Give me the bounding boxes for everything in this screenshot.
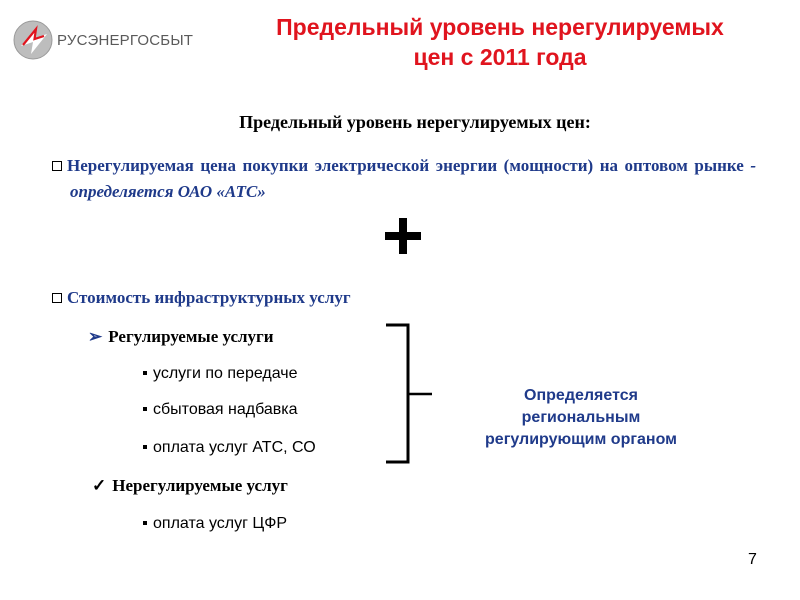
square-bullet-icon <box>143 407 147 411</box>
square-bullet-icon <box>143 371 147 375</box>
company-logo <box>13 20 203 62</box>
logo-mark-icon <box>13 20 53 60</box>
list-item: услуги по передаче <box>143 365 298 383</box>
checkbox-bullet-icon <box>52 161 62 171</box>
logo-text: РУСЭНЕРГОСБЫТ <box>57 32 194 49</box>
slide-title-line-1: Предельный уровень нерегулируемых <box>276 14 724 40</box>
regulator-note <box>465 385 697 451</box>
square-bullet-icon <box>143 445 147 449</box>
list-item: оплата услуг ЦФР <box>143 515 287 533</box>
regulator-note-line-2: региональным <box>521 409 641 426</box>
unregulated-services-label: Нерегулируемые услуг <box>112 476 288 495</box>
square-bullet-icon <box>143 521 147 525</box>
page-number: 7 <box>748 551 757 568</box>
infrastructure-cost-item <box>52 288 351 308</box>
regulated-services-heading <box>88 327 274 347</box>
list-item: оплата услуг АТС, СО <box>143 439 316 457</box>
slide-title-line-2: цен с 2011 года <box>413 44 587 70</box>
infrastructure-cost-label: Стоимость инфраструктурных услуг <box>67 288 351 307</box>
right-bracket-icon <box>384 322 434 467</box>
wholesale-price-item <box>52 153 756 205</box>
wholesale-price-text: Нерегулируемая цена покупки электрической энергии (мощности) на оптовом рынке <box>67 156 744 175</box>
checkbox-bullet-icon <box>52 293 62 303</box>
arrow-bullet-icon: ➢ <box>88 327 103 346</box>
unregulated-services-heading <box>92 476 288 496</box>
regulator-note-line-1: Определяется <box>524 387 638 404</box>
checkmark-icon: ✓ <box>92 476 107 495</box>
plus-sign-icon <box>383 216 423 256</box>
regulated-services-label: Регулируемые услуги <box>108 327 274 346</box>
slide-title <box>215 12 785 72</box>
regulator-note-line-3: регулирующим органом <box>485 431 677 448</box>
list-item: сбытовая надбавка <box>143 401 298 419</box>
wholesale-price-source: - определяется ОАО «АТС» <box>70 156 756 201</box>
section-heading: Предельный уровень нерегулируемых цен: <box>239 112 591 132</box>
